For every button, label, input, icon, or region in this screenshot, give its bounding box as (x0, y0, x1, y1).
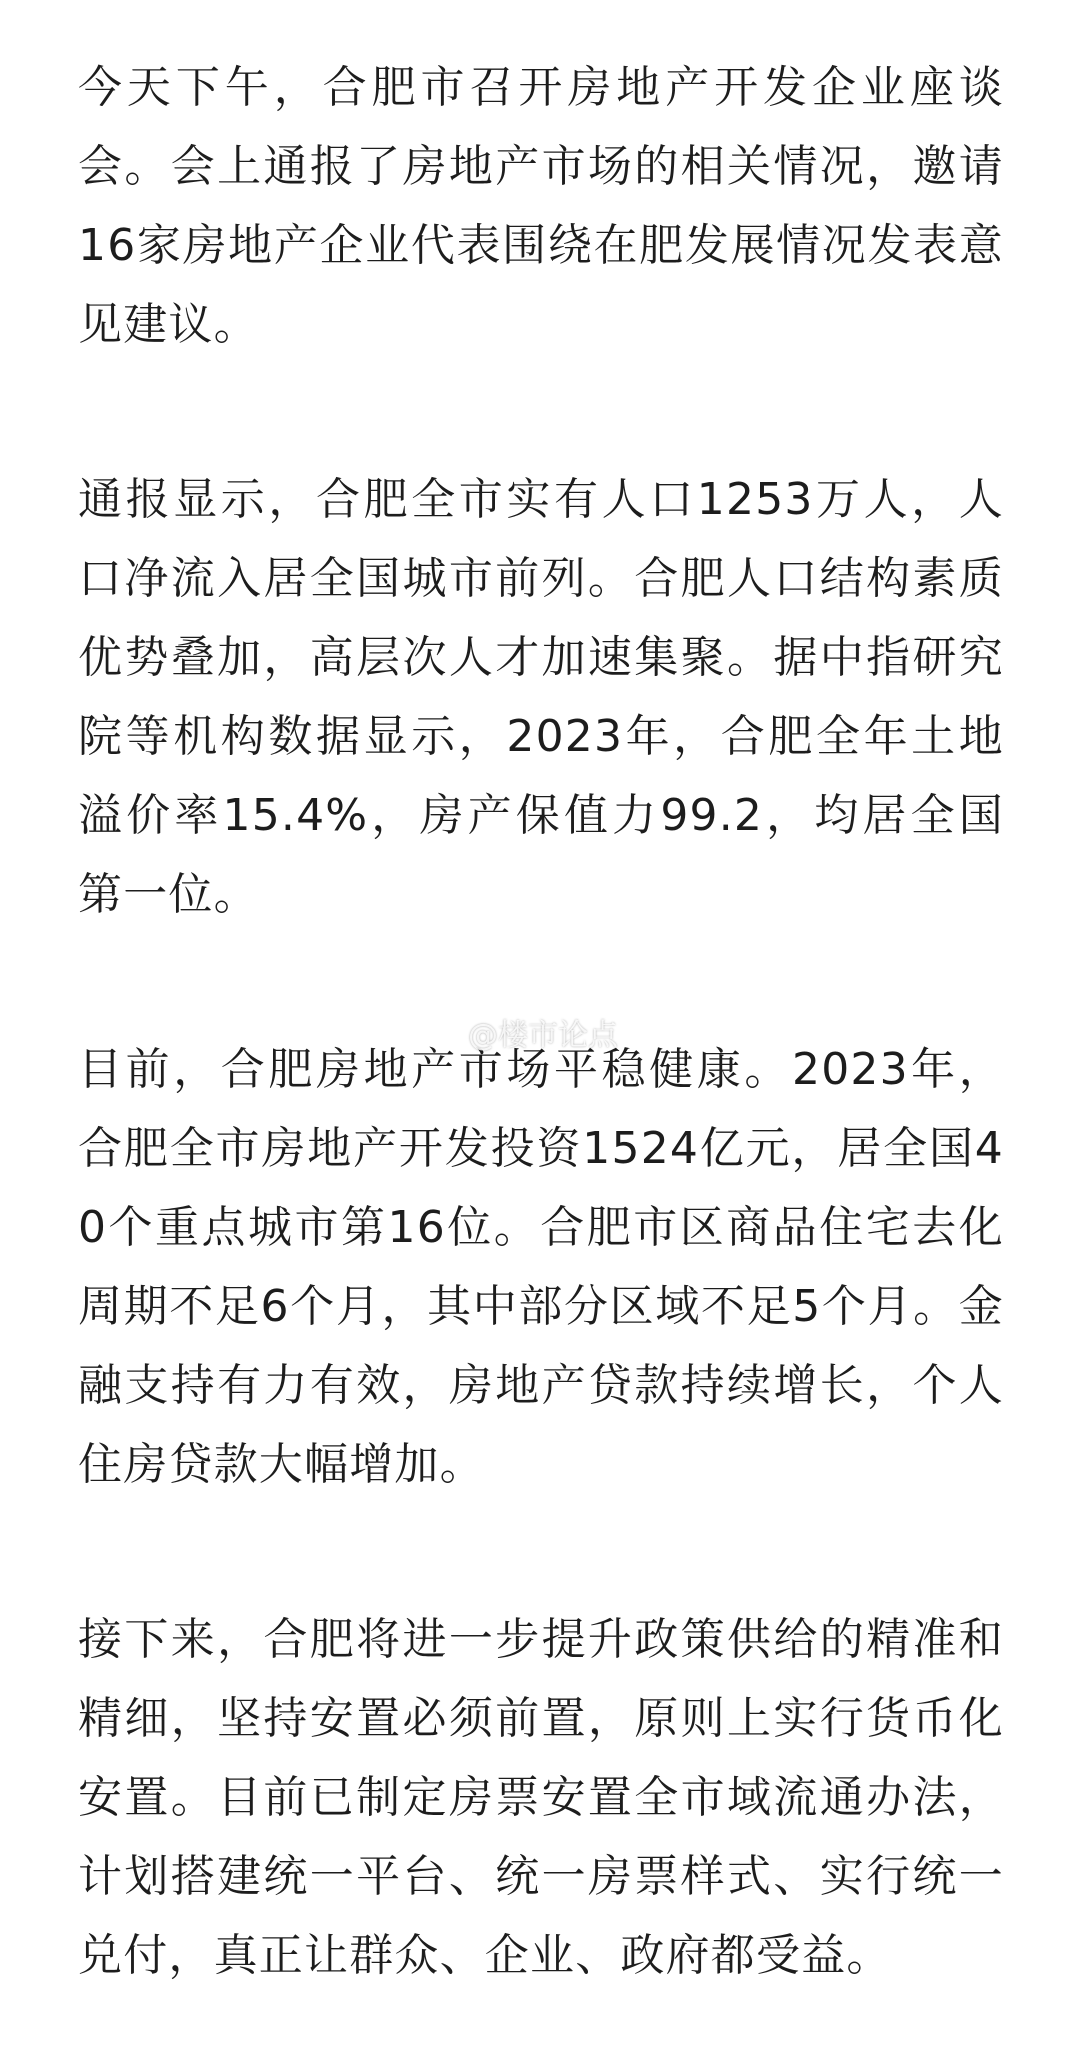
article-paragraph-4: 接下来，合肥将进一步提升政策供给的精准和精细，坚持安置必须前置，原则上实行货币化安置。目前已制定房票安置全市域流通办法，计划搭建统一平台、统一房票样式、实行统一兑付，真正让群众、企业、政府都受益。 (78, 1614, 1004, 1981)
article-paragraph-3: 目前，合肥房地产市场平稳健康。2023年，合肥全市房地产开发投资1524亿元，居全国40个重点城市第16位。合肥市区商品住宅去化周期不足6个月，其中部分区域不足5个月。金融支持有力有效，房地产贷款持续增长，个人住房贷款大幅增加。 (78, 1044, 1004, 1490)
article-body (78, 48, 1004, 1995)
article-paragraph-2: 通报显示，合肥全市实有人口1253万人，人口净流入居全国城市前列。合肥人口结构素质优势叠加，高层次人才加速集聚。据中指研究院等机构数据显示，2023年，合肥全年土地溢价率15.4%，房产保值力99.2，均居全国第一位。 (78, 474, 1004, 920)
article-paragraph-1: 今天下午，合肥市召开房地产开发企业座谈会。会上通报了房地产市场的相关情况，邀请16家房地产企业代表围绕在肥发展情况发表意见建议。 (78, 62, 1004, 350)
watermark-text: @楼市论点 (468, 1018, 618, 1053)
